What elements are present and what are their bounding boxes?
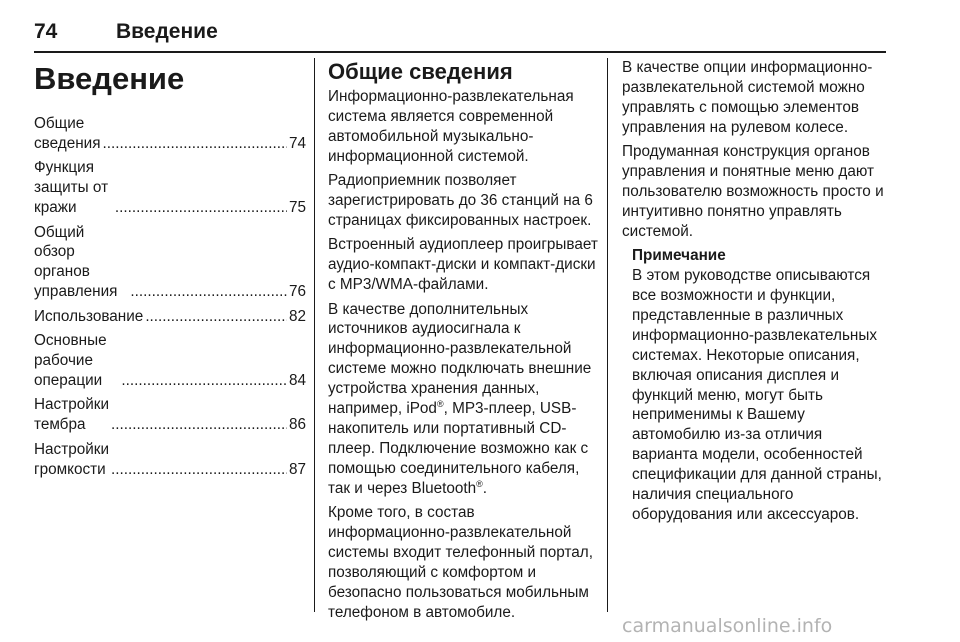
toc-item[interactable] bbox=[34, 158, 306, 218]
registered-mark: ® bbox=[436, 399, 444, 409]
toc-label: Функция защиты от кражи bbox=[34, 159, 109, 217]
section-heading: Общие сведения bbox=[328, 59, 513, 84]
toc-item[interactable] bbox=[34, 114, 306, 154]
toc-label: Использование bbox=[34, 307, 144, 325]
registered-mark: ® bbox=[476, 478, 483, 489]
paragraph-text: , MP3-плеер, USB-накопитель или портативный CD-плеер. Подключение возможно как с помощью соединительного кабеля, так и через Bluetooth bbox=[328, 400, 589, 497]
header-rule bbox=[34, 51, 886, 53]
toc-leader bbox=[111, 415, 287, 435]
body-paragraph: В качестве опции информационно-развлекательной системой можно управлять с помощью элементов управления на рулевом колесе. bbox=[622, 59, 873, 136]
toc-page-number: 74 bbox=[288, 134, 306, 152]
toc-item[interactable] bbox=[34, 307, 306, 327]
toc-item[interactable] bbox=[34, 331, 306, 391]
toc-item[interactable] bbox=[34, 395, 306, 435]
body-paragraph: Информационно-развлекательная система является современной автомобильной музыкально-информационной системой. bbox=[328, 88, 574, 165]
toc-page-number: 84 bbox=[288, 371, 306, 389]
toc-page-number: 76 bbox=[288, 283, 306, 301]
toc-item[interactable] bbox=[34, 223, 306, 303]
body-paragraph: Радиоприемник позволяет зарегистрировать до 36 станций на 6 страницах фиксированных настроек. bbox=[328, 172, 593, 229]
note-title: Примечание bbox=[632, 247, 726, 265]
note-box bbox=[632, 246, 890, 525]
toc-label: Настройки громкости bbox=[34, 440, 110, 478]
toc-page-number: 87 bbox=[288, 460, 306, 478]
toc-leader bbox=[111, 460, 287, 480]
page-header bbox=[34, 20, 886, 46]
table-of-contents bbox=[34, 114, 306, 479]
body-column-1 bbox=[328, 58, 600, 627]
toc-page-number: 75 bbox=[288, 199, 306, 217]
column-divider-1 bbox=[314, 58, 315, 612]
paragraph-text: . bbox=[482, 479, 488, 497]
body-paragraph: Продуманная конструкция органов управления и понятные меню дают пользователю возможность просто и интуитивно понятно управлять системой. bbox=[622, 143, 884, 240]
body-paragraph: Кроме того, в состав информационно-развлекательной системы входит телефонный портал, позволяющий с комфортом и безопасно пользоваться мобильным телефоном в автомобиле. bbox=[328, 504, 593, 621]
page-number: 74 bbox=[34, 20, 58, 43]
note-text: В этом руководстве описываются все возможности и функции, представленные в различных информационно-развлекательных системах. Некоторые описания, включая описания дисплея и функций меню, могут быть неприменимы к Вашему автомобилю из-за отличия варианта модели, особенностей спецификации для данной страны, наличия специального оборудования или аксессуаров. bbox=[632, 267, 882, 523]
toc-label: Общие сведения bbox=[34, 115, 101, 152]
toc-leader bbox=[121, 371, 287, 391]
toc-label: Общий обзор органов управления bbox=[34, 223, 118, 301]
body-paragraph: Встроенный аудиоплеер проигрывает аудио-компакт-диски и компакт-диски с MP3/WMA-файлами. bbox=[328, 236, 598, 294]
column-divider-2 bbox=[607, 58, 608, 612]
toc-label: Основные рабочие операции bbox=[34, 332, 107, 389]
chapter-title: Введение bbox=[34, 61, 185, 96]
body-paragraph bbox=[328, 300, 600, 499]
toc-label: Настройки тембра bbox=[34, 396, 110, 434]
toc-leader bbox=[145, 307, 287, 327]
toc-leader bbox=[130, 282, 287, 302]
toc-leader bbox=[115, 198, 287, 218]
toc-page-number: 86 bbox=[288, 416, 306, 434]
toc-column bbox=[34, 58, 306, 484]
toc-page-number: 82 bbox=[288, 307, 306, 325]
toc-item[interactable] bbox=[34, 440, 306, 480]
paragraph-text: В качестве дополнительных источников аудиосигнала к информационно-развлекательной системе можно подключать внешние устройства хранения данных, например, iPod bbox=[328, 300, 592, 418]
running-title: Введение bbox=[116, 20, 218, 43]
body-column-2 bbox=[622, 58, 890, 529]
watermark: carmanualsonline.info bbox=[622, 615, 833, 637]
toc-leader bbox=[102, 134, 287, 154]
